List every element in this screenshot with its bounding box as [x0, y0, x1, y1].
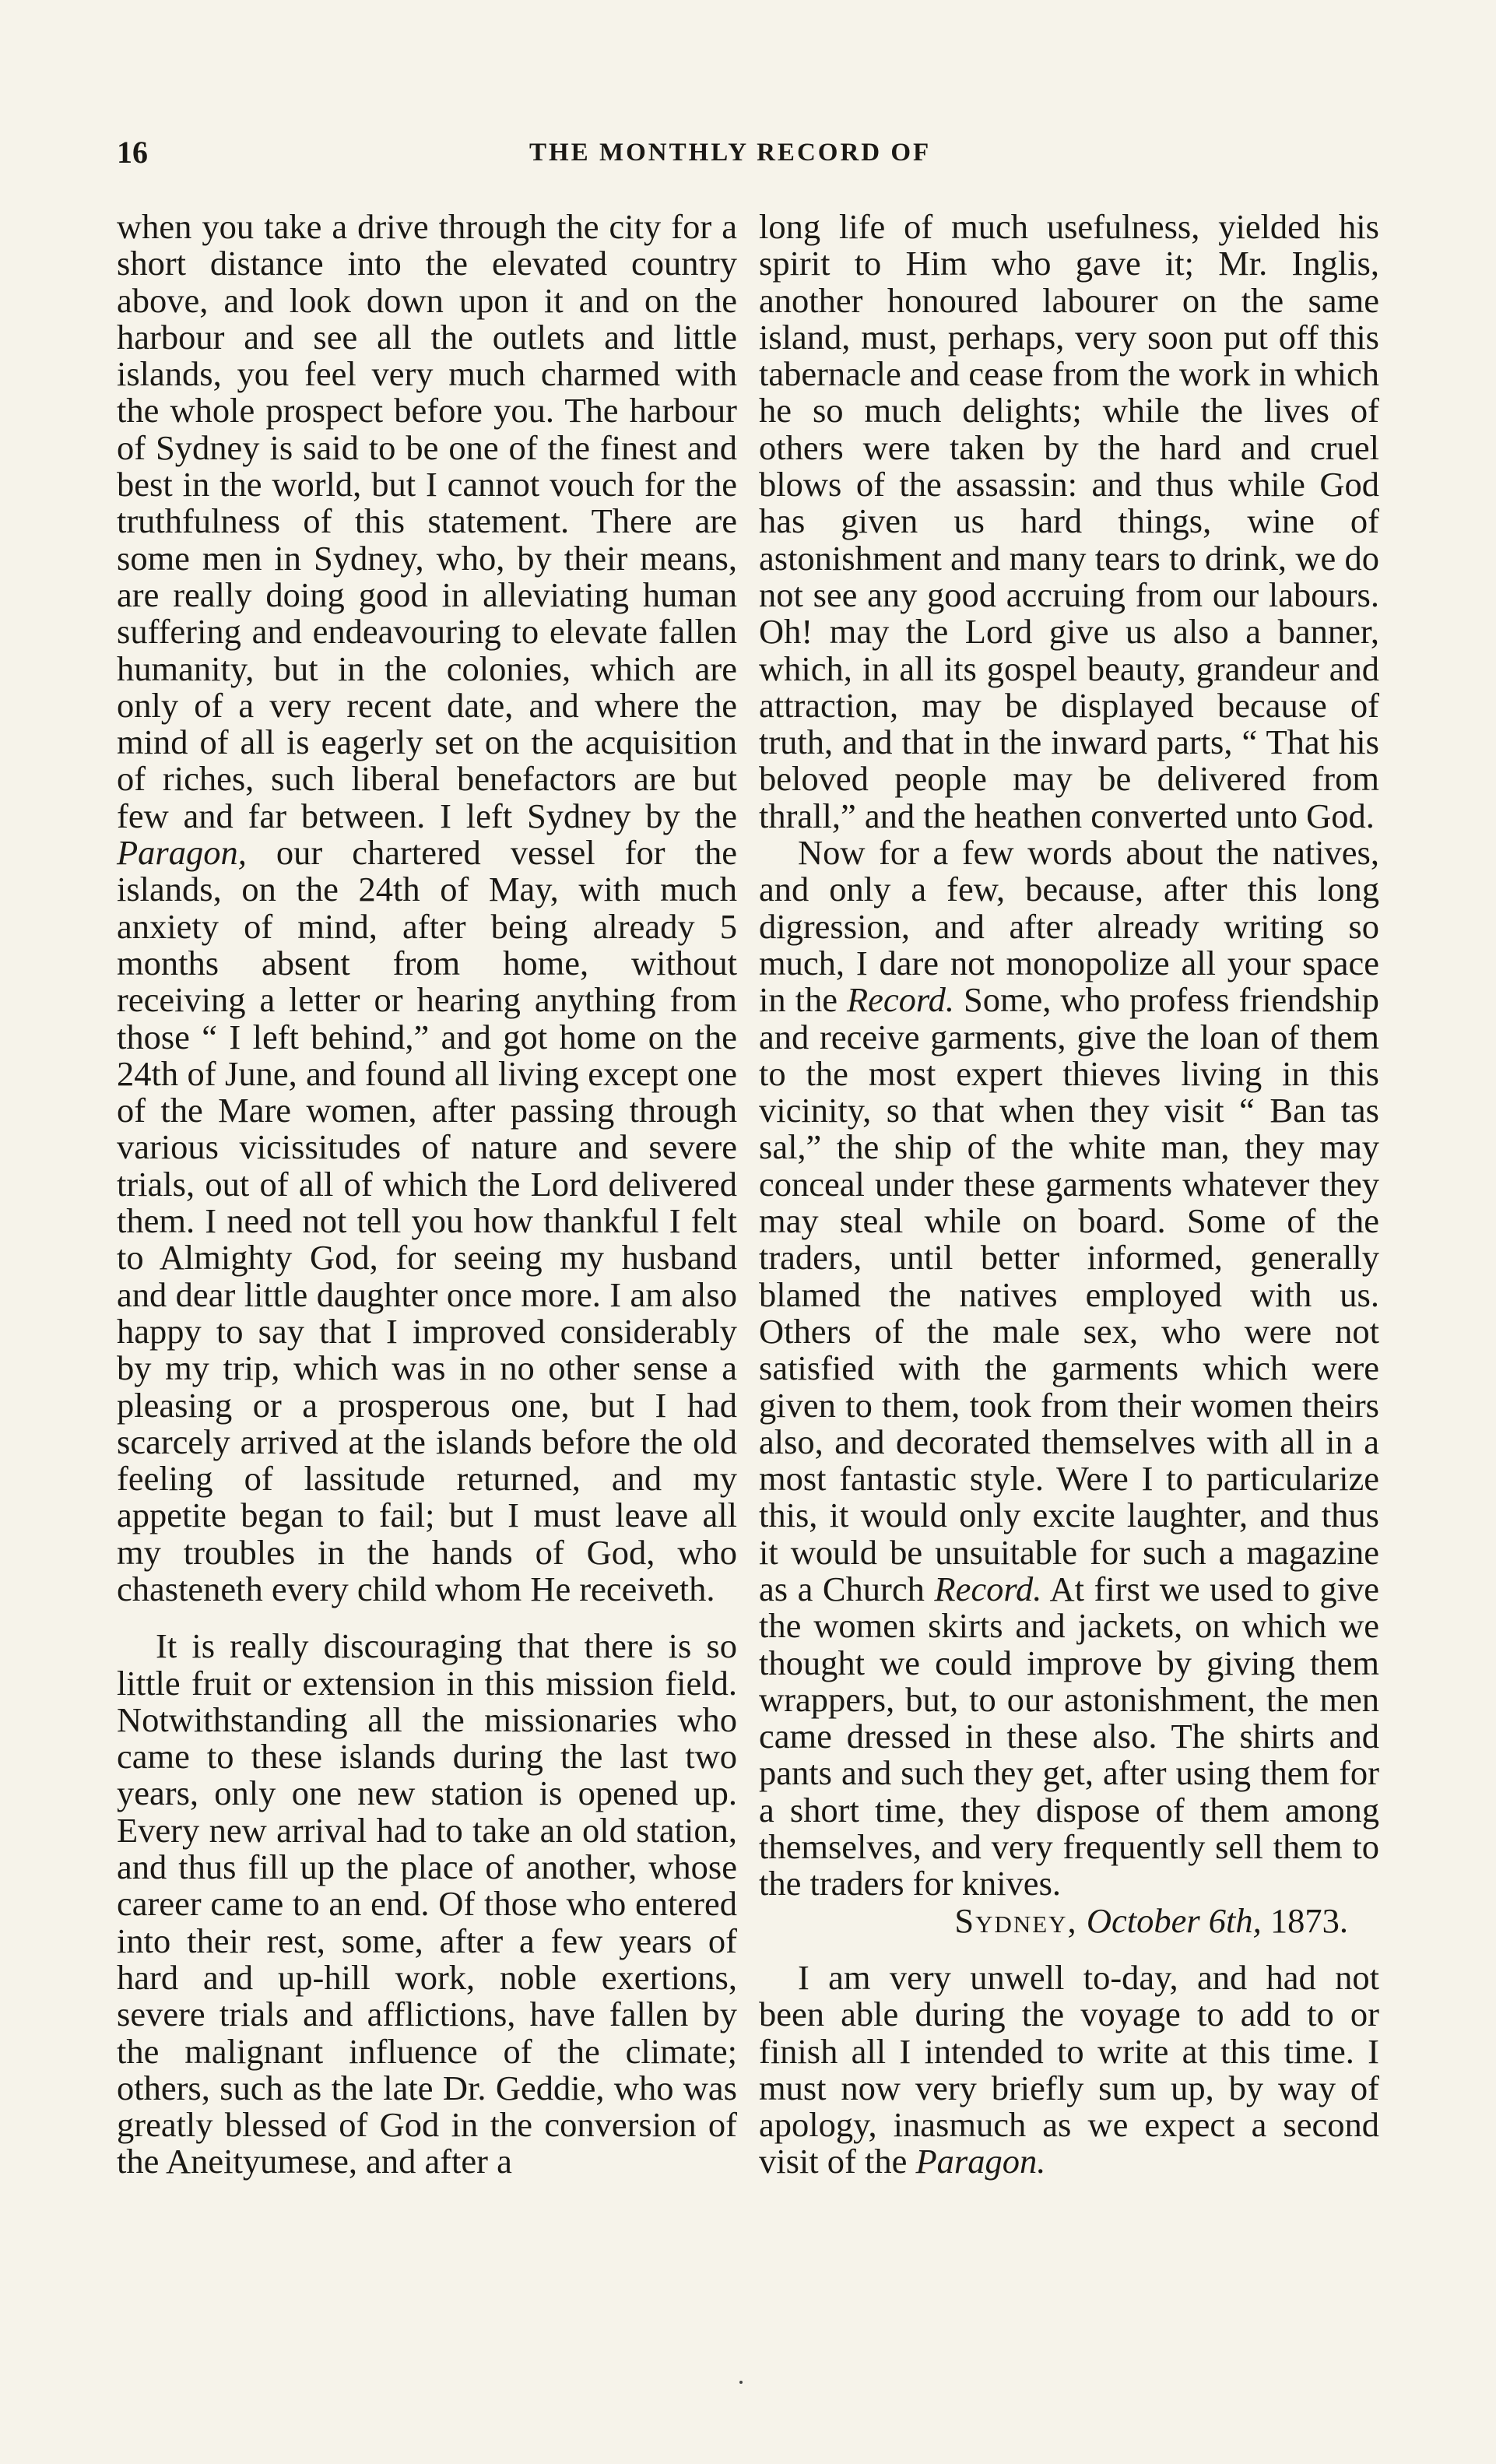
left-p1b-text-a: I left Sydney by the: [440, 796, 738, 835]
dateline: [759, 1900, 1379, 1940]
right-paragraph-natives: [759, 835, 1379, 1903]
dateline-date: October 6th,: [1086, 1900, 1262, 1940]
left-column: [117, 209, 737, 2181]
right-paragraph-closing: [759, 1957, 1379, 2181]
running-title: THE MONTHLY RECORD OF: [529, 139, 932, 167]
right-p2-text-c: At first we used to give the women skirts and jackets, on which we thought we could improve by giving them wrappers, but, to our astonishment, the men came dressed in these also. The shirts and pants and such they get, after using them for a short time, they dispose of them among themselves, and very frequently sell them to the traders for knives.: [759, 1569, 1379, 1903]
right-p2-text-a: Now for a few words about the natives, and only a few, because, after this long digression, and after already writing so much, I dare not monopolize all your space in the: [759, 833, 1379, 1020]
ship-name: Paragon,: [117, 833, 247, 873]
right-p2-text-b: Some, who profess friendship and receive garments, give the loan of them to the most expert thieves living in this vicinity, so that when they visit “ Ban tas sal,” the ship of the white man, they may conceal under these garments whatever they may steal while on board. Some of the traders, until better informed, generally blamed the natives employed with us. Others of the male sex, who were not satisfied with the garments which were given to them, took from their women theirs also, and decorated themselves with all in a most fantastic style. Were I to particularize this, it would only excite laughter, and thus it would be unsuitable for such a magazine as a Church: [759, 980, 1379, 1608]
left-paragraph-continued: [117, 209, 737, 1608]
page-header: [117, 134, 1382, 181]
right-paragraph-continued: long life of much usefulness, yielded his spirit to Him who gave it; Mr. Inglis, another honoured labourer on the same island, must, perhaps, very soon put off this tabernacle and cease from the work in which he so much delights; while the lives of others were taken by the hard and cruel blows of the assassin: and thus while God has given us hard things, wine of astonishment and many tears to drink, we do not see any good accruing from our labours. Oh! may the Lord give us also a banner, which, in all its gospel beauty, grandeur and attraction, may be displayed because of truth, and that in the inward parts, “ That his beloved people may be delivered from thrall,” and the heathen converted unto God.: [759, 207, 1379, 835]
left-p1-text: when you take a drive through the city for a short distance into the elevated country above, and look down upon it and on the harbour and see all the outlets and little islands, you feel very much charmed with the whole prospect before you. The harbour of Sydney is said to be one of the finest and best in the world, but I cannot vouch for the truthfulness of this statement. There are some men in Sydney, who, by their means, are really doing good in alleviating human suffering and endeavouring to elevate fallen humanity, but in the colonies, which are only of a very recent date, and where the mind of all is eagerly set on the acquisition of riches, such liberal benefactors are but few and far between.: [117, 207, 737, 835]
page-number: 16: [117, 135, 148, 170]
record-title-1: Record.: [846, 980, 954, 1020]
ship-name-2: Paragon.: [915, 2142, 1046, 2181]
dateline-place: Sydney,: [954, 1900, 1078, 1940]
dateline-year: 1873.: [1261, 1900, 1348, 1940]
left-p1b-text-b: our chartered vessel for the islands, on the 24th of May, with much anxiety of mind, after being already 5 months absent from home, without receiving a letter or hearing anything from those “ I left behind,” and got home on the 24th of June, and found all living except one of the Mare women, after passing through various vicissitudes of nature and severe trials, out of all of which the Lord delivered them. I need not tell you how thankful I felt to Almighty God, for seeing my husband and dear little daughter once more. I am also happy to say that I improved considerably by my trip, which was in no other sense a pleasing or a prosperous one, but I had scarcely arrived at the islands before the old feeling of lassitude returned, and my appetite began to fail; but I must leave all my troubles in the hands of God, who chasteneth every child whom He receiveth.: [117, 833, 737, 1608]
record-title-2: Record.: [934, 1569, 1042, 1608]
footer-mark: [739, 2381, 743, 2384]
right-column: [759, 209, 1379, 2181]
left-paragraph-mission: It is really discouraging that there is so little fruit or extension in this mission field. Notwithstanding all the missionaries who came to these islands during the last two years, only one new station is opened up. Every new arrival had to take an old station, and thus fill up the place of another, whose career came to an end. Of those who entered into their rest, some, after a few years of hard and up-hill work, noble exertions, severe trials and afflictions, have fallen by the malignant influence of the climate; others, such as the late Dr. Geddie, who was greatly blessed of God in the conversion of the Aneityumese, and after a: [117, 1626, 737, 2181]
right-p3-text: I am very unwell to-day, and had not been able during the voyage to add to or finish all I intended to write at this time. I must now very briefly sum up, by way of apology, inasmuch as we expect a second visit of the: [759, 1957, 1379, 2181]
